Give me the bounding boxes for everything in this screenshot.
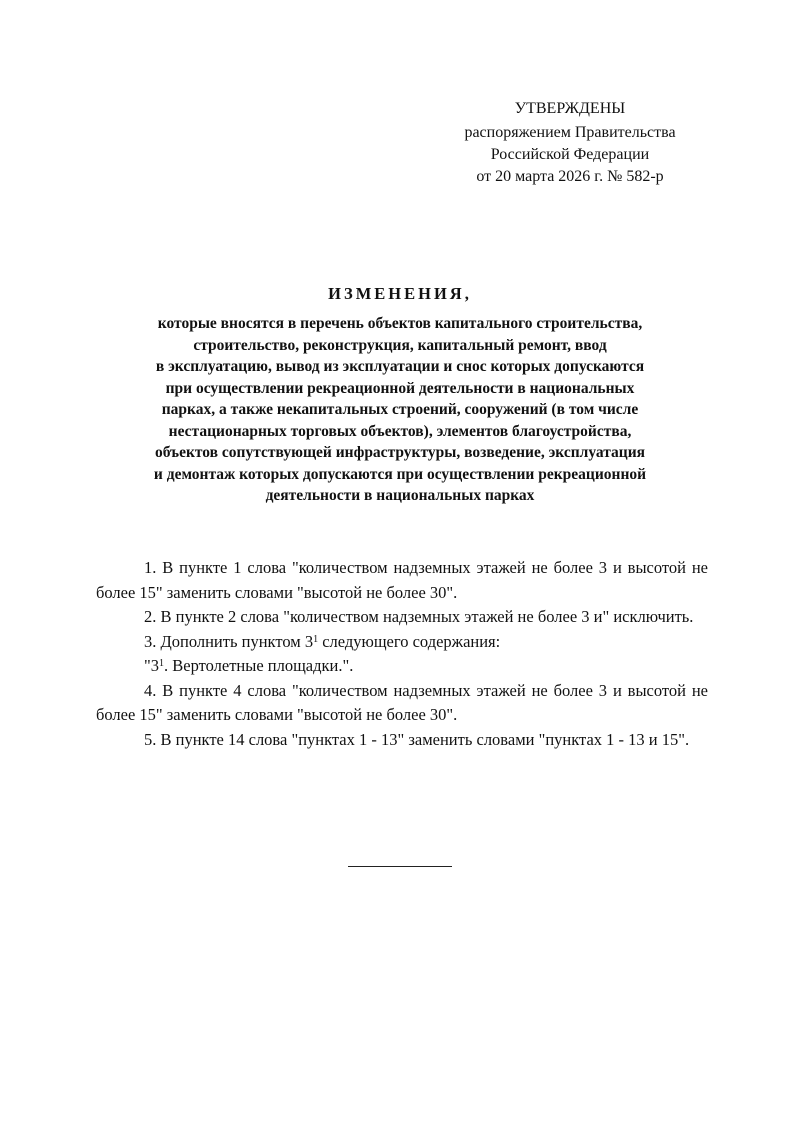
item-text: . Вертолетные площадки.". (164, 656, 354, 675)
subtitle-line: парках, а также некапитальных строений, сооружений (в том числе (161, 401, 639, 418)
subtitle-line: которые вносятся в перечень объектов капитального строительства, (157, 315, 643, 332)
document-body (96, 556, 708, 752)
subtitle-line: в эксплуатацию, вывод из эксплуатации и снос которых допускаются (155, 358, 645, 375)
item-text: 3. Дополнить пунктом 3 (144, 631, 314, 651)
subtitle-line: деятельности в национальных парках (265, 487, 535, 504)
approval-line: распоряжением Правительства (464, 124, 676, 141)
superscript: 1 (313, 633, 319, 645)
approval-title: УТВЕРЖДЕНЫ (514, 100, 626, 117)
item-text: следующего содержания: (318, 631, 501, 651)
approval-block (430, 98, 710, 188)
superscript: 1 (159, 658, 164, 669)
approval-line: Российской Федерации (490, 146, 650, 163)
amendment-item-1: 1. В пункте 1 слова "количеством надземных этажей не более 3 и высотой не более 15" заменить словами "высотой не более 30". (96, 558, 708, 602)
document-heading (96, 283, 704, 507)
subtitle-line: нестационарных торговых объектов), элементов благоустройства, (168, 422, 632, 440)
document-title: ИЗМЕНЕНИЯ, (328, 284, 472, 303)
subtitle-line: и демонтаж которых допускаются при осуществлении рекреационной (153, 465, 647, 483)
amendment-item-3 (96, 630, 708, 655)
amendment-item-5: 5. В пункте 14 слова "пунктах 1 - 13" заменить словами "пунктах 1 - 13 и 15". (144, 729, 690, 749)
end-divider (348, 866, 452, 867)
amendment-item-2: 2. В пункте 2 слова "количеством надземных этажей не более 3 и" исключить. (144, 607, 694, 626)
amendment-item-4: 4. В пункте 4 слова "количеством надземных этажей не более 3 и высотой не более 15" заменить словами "высотой не более 30". (96, 680, 708, 724)
document-subtitle (96, 313, 704, 507)
item-text: "3 (144, 656, 159, 675)
subtitle-line: объектов сопутствующей инфраструктуры, возведение, эксплуатация (154, 444, 646, 461)
amendment-item-3-quote (96, 654, 708, 679)
subtitle-line: строительство, реконструкция, капитальный ремонт, ввод (193, 336, 607, 354)
approval-date-number: от 20 марта 2026 г. № 582-р (476, 168, 664, 185)
subtitle-line: при осуществлении рекреационной деятельности в национальных (165, 379, 635, 397)
